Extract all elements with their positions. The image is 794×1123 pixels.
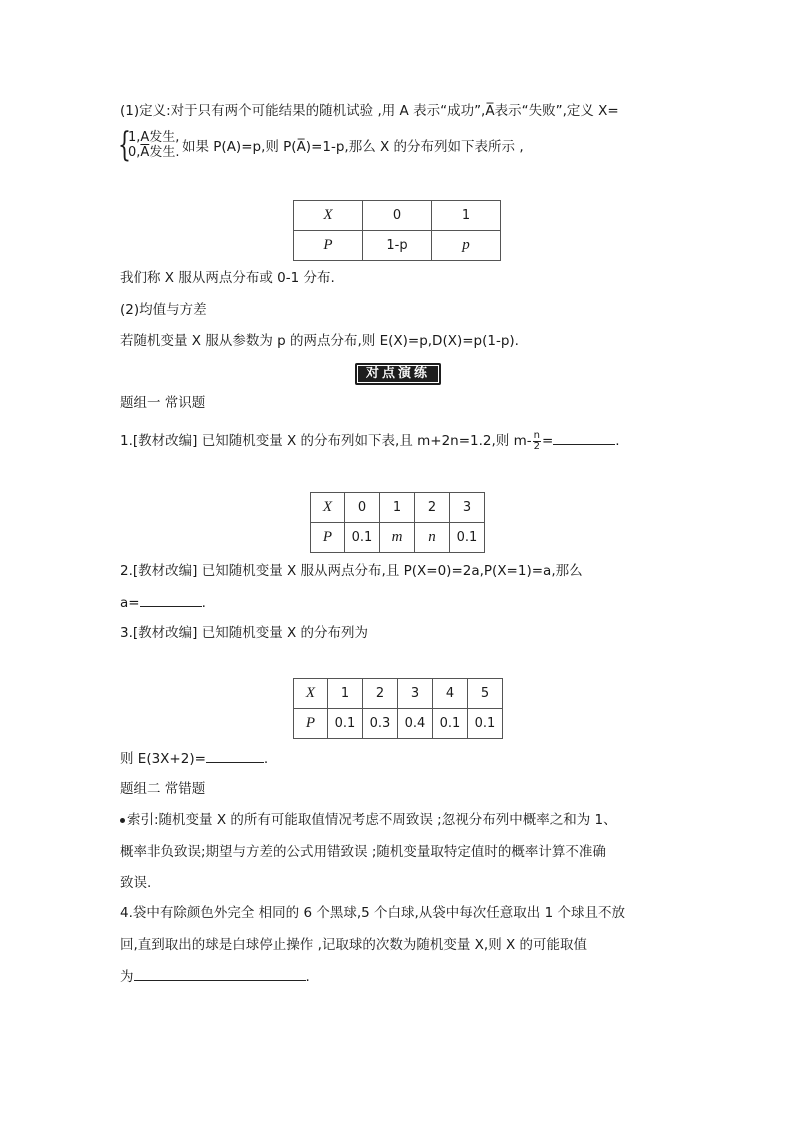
table-cell: 1 bbox=[432, 201, 501, 231]
table-cell: 1-p bbox=[363, 231, 432, 261]
question-2-line-1: 2.[教材改编] 已知随机变量 X 服从两点分布,且 P(X=0)=2a,P(X=1)=a,那么 bbox=[120, 563, 583, 579]
practice-badge: 对点演练 bbox=[355, 363, 441, 385]
question-1: 1.[教材改编] 已知随机变量 X 的分布列如下表,且 m+2n=1.2,则 m- $\frac{n}{2}$ = . bbox=[120, 429, 620, 452]
question-3-table bbox=[293, 678, 503, 739]
left-brace: { bbox=[118, 125, 131, 165]
index-line-1: 索引:随机变量 X 的所有可能取值情况考虑不周致误 ;忽视分布列中概率之和为 1、 bbox=[120, 810, 617, 830]
table-cell: 3 bbox=[450, 493, 485, 523]
index-line-2: 概率非负致误;期望与方差的公式用错致误 ;随机变量取特定值时的概率计算不准确 bbox=[120, 844, 606, 860]
group-2-title: 题组二 常错题 bbox=[120, 781, 206, 797]
table-row bbox=[294, 709, 503, 739]
group-1-title: 题组一 常识题 bbox=[120, 395, 206, 411]
table-cell: 1 bbox=[380, 493, 415, 523]
fraction-n-over-2: $\frac{n}{2}$ bbox=[533, 429, 540, 452]
table-row bbox=[311, 523, 485, 553]
question-2-line-2: a= . bbox=[120, 592, 206, 613]
table-cell: 2 bbox=[363, 679, 398, 709]
table-cell: n bbox=[415, 523, 450, 553]
table-cell: p bbox=[432, 231, 501, 261]
table-cell: 0 bbox=[345, 493, 380, 523]
table-cell: 5 bbox=[468, 679, 503, 709]
table-cell: 0.1 bbox=[433, 709, 468, 739]
question-3-line-1: 3.[教材改编] 已知随机变量 X 的分布列为 bbox=[120, 625, 369, 641]
table-cell: 0.1 bbox=[328, 709, 363, 739]
table-cell: P bbox=[294, 231, 363, 261]
mean-variance-heading: (2)均值与方差 bbox=[120, 302, 207, 318]
bullet-icon bbox=[120, 818, 125, 823]
definition-line-1: (1)定义:对于只有两个可能结果的随机试验 ,用 A 表示“成功”,A̅表示“失败”,定义 X= bbox=[120, 103, 619, 119]
question-4-line-2: 回,直到取出的球是白球停止操作 ,记取球的次数为随机变量 X,则 X 的可能取值 bbox=[120, 937, 588, 953]
question-1-table bbox=[310, 492, 485, 553]
table-cell: 0.1 bbox=[345, 523, 380, 553]
table-row bbox=[294, 231, 501, 261]
table-cell: 0 bbox=[363, 201, 432, 231]
two-point-distribution-table bbox=[293, 200, 501, 261]
table-row bbox=[294, 201, 501, 231]
table-cell: X bbox=[294, 201, 363, 231]
question-4-line-3: 为 . bbox=[120, 966, 310, 987]
table-cell: 1 bbox=[328, 679, 363, 709]
table-cell: X bbox=[294, 679, 328, 709]
question-4-line-1: 4.袋中有除颜色外完全 相同的 6 个黑球,5 个白球,从袋中每次任意取出 1 个球且不放 bbox=[120, 905, 625, 921]
table-cell: 0.4 bbox=[398, 709, 433, 739]
answer-blank-2[interactable] bbox=[140, 592, 202, 607]
answer-blank-3[interactable] bbox=[206, 748, 264, 763]
table-cell: 0.1 bbox=[468, 709, 503, 739]
mean-variance-text: 若随机变量 X 服从参数为 p 的两点分布,则 E(X)=p,D(X)=p(1-p). bbox=[120, 333, 519, 349]
table-cell: 4 bbox=[433, 679, 468, 709]
two-point-statement: 我们称 X 服从两点分布或 0-1 分布. bbox=[120, 270, 335, 286]
answer-blank-4[interactable] bbox=[134, 966, 306, 981]
case-success: 1,A发生, bbox=[128, 130, 180, 145]
table-cell: 2 bbox=[415, 493, 450, 523]
index-line-3: 致误. bbox=[120, 875, 152, 891]
table-cell: X bbox=[311, 493, 345, 523]
definition-line-2: 如果 P(A)=p,则 P(A̅)=1-p,那么 X 的分布列如下表所示 , bbox=[182, 139, 524, 155]
table-cell: P bbox=[294, 709, 328, 739]
case-failure: $0,\overline{A}$发生. bbox=[128, 145, 180, 160]
table-cell: P bbox=[311, 523, 345, 553]
table-row bbox=[311, 493, 485, 523]
table-cell: 0.1 bbox=[450, 523, 485, 553]
table-row bbox=[294, 679, 503, 709]
question-3-line-2: 则 E(3X+2)= . bbox=[120, 748, 268, 769]
answer-blank-1[interactable] bbox=[553, 430, 615, 445]
table-cell: 0.3 bbox=[363, 709, 398, 739]
table-cell: 3 bbox=[398, 679, 433, 709]
table-cell: m bbox=[380, 523, 415, 553]
